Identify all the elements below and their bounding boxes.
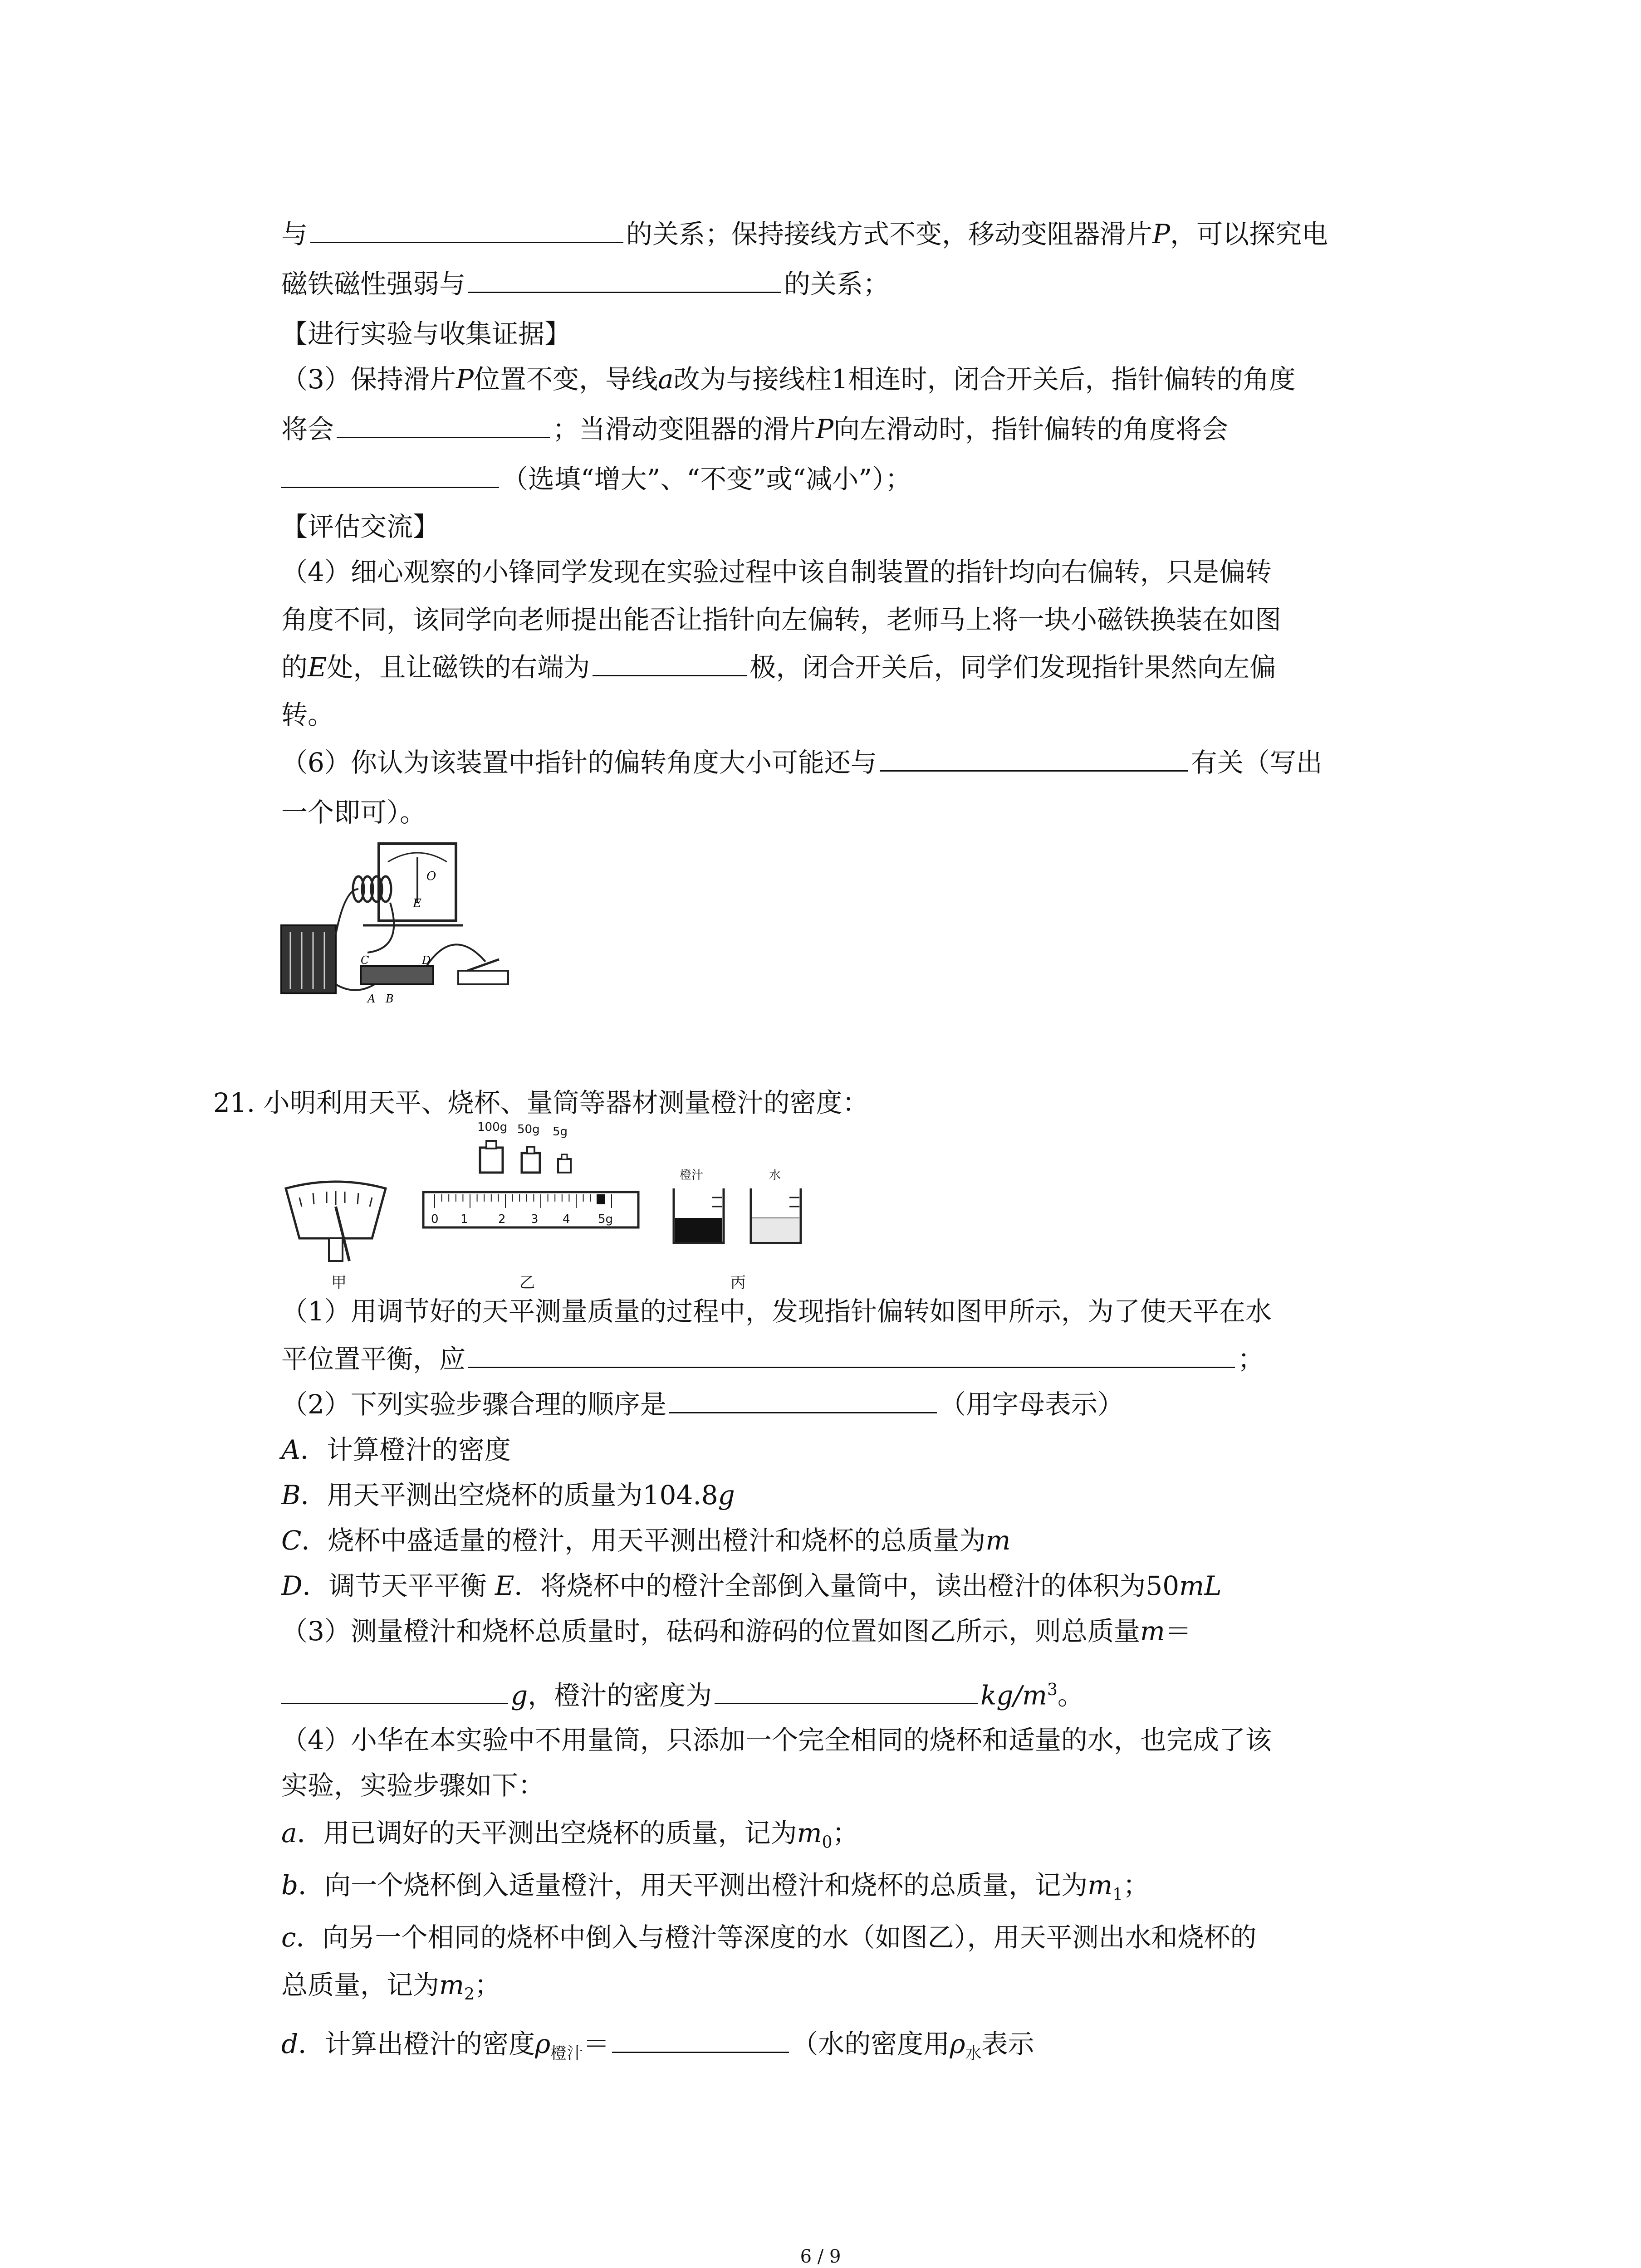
q21-part4-line1: （4）小华在本实验中不用量筒，只添加一个完全相同的烧杯和适量的水，也完成了该	[281, 1725, 1272, 1755]
q21-part4-line2: 实验，实验步骤如下：	[281, 1770, 545, 1801]
q21-part3-line2: g，橙汁的密度为 $kg/m^3$。	[281, 1674, 1084, 1711]
scale-tick-1: 1	[460, 1212, 468, 1226]
q21-step-A: A．计算橙汁的密度	[281, 1434, 511, 1465]
label-E: E	[413, 897, 421, 910]
weight-label-100g: 100g	[477, 1120, 508, 1134]
caption-jia: 甲	[331, 1274, 347, 1292]
caption-yi: 乙	[519, 1274, 535, 1292]
answer-blank[interactable]	[880, 747, 1188, 772]
label-C: C	[361, 954, 369, 967]
scale-tick-3: 3	[531, 1212, 539, 1226]
q21-step-c: c．向另一个相同的烧杯中倒入与橙汁等深度的水（如图乙），用天平测出水和烧杯的	[281, 1922, 1257, 1953]
answer-blank[interactable]	[669, 1388, 937, 1413]
weights-figure	[476, 1139, 581, 1175]
scale-tick-4: 4	[563, 1212, 570, 1226]
q20-line-8: 的E处，且让磁铁的右端为 极，闭合开关后，同学们发现指针果然向左偏	[281, 652, 1276, 683]
q21-step-d: d．计算出橙汁的密度$\rho_{橙汁}=$ （水的密度用$\rho_水$表示	[281, 2028, 1034, 2063]
q21-title: 21. 小明利用天平、烧杯、量筒等器材测量橙汁的密度：	[213, 1087, 869, 1118]
q20-line-5: （选填“增大”、“不变”或“减小”）；	[281, 463, 911, 495]
q21-step-C: C．烧杯中盛适量的橙汁，用天平测出橙汁和烧杯的总质量为m	[281, 1525, 1011, 1556]
section-heading-evaluation: 【评估交流】	[281, 511, 440, 542]
q20-line-9: 转。	[281, 699, 334, 730]
q20-line-11: 一个即可）。	[281, 797, 426, 828]
answer-blank[interactable]	[593, 651, 747, 676]
q21-step-B: B．用天平测出空烧杯的质量为104.8g	[281, 1480, 735, 1510]
label-B: B	[386, 992, 394, 1005]
answer-blank[interactable]	[612, 2028, 789, 2053]
scale-tick-5g: 5g	[598, 1212, 613, 1226]
scale-tick-2: 2	[498, 1212, 506, 1226]
q21-part1-line1: （1）用调节好的天平测量质量的过程中，发现指针偏转如图甲所示，为了使天平在水	[281, 1296, 1272, 1327]
balance-pointer-figure	[281, 1179, 390, 1266]
q21-step-a: a．用已调好的天平测出空烧杯的质量，记为$m_0$；	[281, 1818, 859, 1852]
scale-tick-0: 0	[431, 1212, 439, 1226]
q20-line-7: 角度不同，该同学向老师提出能否让指针向左偏转，老师马上将一块小磁铁换装在如图	[281, 604, 1282, 635]
q21-step-c-line2: 总质量，记为$m_2$；	[281, 1970, 501, 2004]
answer-blank[interactable]	[281, 463, 499, 488]
section-heading-experiment: 【进行实验与收集证据】	[281, 318, 571, 349]
q21-step-D-E: D．调节天平平衡 E．将烧杯中的橙汁全部倒入量筒中，读出橙汁的体积为50mL	[281, 1570, 1222, 1601]
label-A: A	[367, 992, 376, 1005]
q20-line-2: 磁铁磁性强弱与 的关系；	[281, 269, 890, 299]
answer-blank[interactable]	[281, 1679, 508, 1704]
beaker-label-water: 水	[769, 1168, 781, 1182]
beakers-figure	[667, 1184, 812, 1247]
answer-blank[interactable]	[715, 1679, 978, 1704]
q20-line-6: （4）细心观察的小锋同学发现在实验过程中该自制装置的指针均向右偏转，只是偏转	[281, 557, 1272, 587]
answer-blank[interactable]	[468, 1343, 1235, 1368]
q21-part1-line2: 平位置平衡，应 ；	[281, 1344, 1264, 1374]
electromagnet-apparatus-figure	[277, 835, 513, 1016]
beaker-label-juice: 橙汁	[680, 1168, 704, 1182]
answer-blank[interactable]	[337, 413, 550, 438]
q20-line-1: 与 的关系；保持接线方式不变，移动变阻器滑片P，可以探究电	[281, 219, 1328, 249]
weight-label-50g: 50g	[517, 1123, 540, 1136]
q20-line-10: （6）你认为该装置中指针的偏转角度大小可能还与 有关（写出	[281, 747, 1323, 778]
caption-bing: 丙	[730, 1274, 746, 1292]
q20-line-4: 将会 ；当滑动变阻器的滑片P向左滑动时，指针偏转的角度将会	[281, 414, 1229, 445]
weight-label-5g: 5g	[553, 1125, 568, 1139]
q21-step-b: b．向一个烧杯倒入适量橙汁，用天平测出橙汁和烧杯的总质量，记为$m_1$；	[281, 1870, 1150, 1904]
label-D: D	[422, 954, 431, 967]
q20-line-3: （3）保持滑片P位置不变，导线a改为与接线柱1相连时，闭合开关后，指针偏转的角度	[281, 364, 1296, 395]
q21-part3-line1: （3）测量橙汁和烧杯总质量时，砝码和游码的位置如图乙所示，则总质量m＝	[281, 1616, 1191, 1647]
page-number: 6 / 9	[800, 2246, 841, 2267]
answer-blank[interactable]	[468, 268, 781, 293]
answer-blank[interactable]	[310, 218, 623, 243]
label-O: O	[426, 870, 436, 883]
q21-part2: （2）下列实验步骤合理的顺序是 （用字母表示）	[281, 1389, 1124, 1420]
